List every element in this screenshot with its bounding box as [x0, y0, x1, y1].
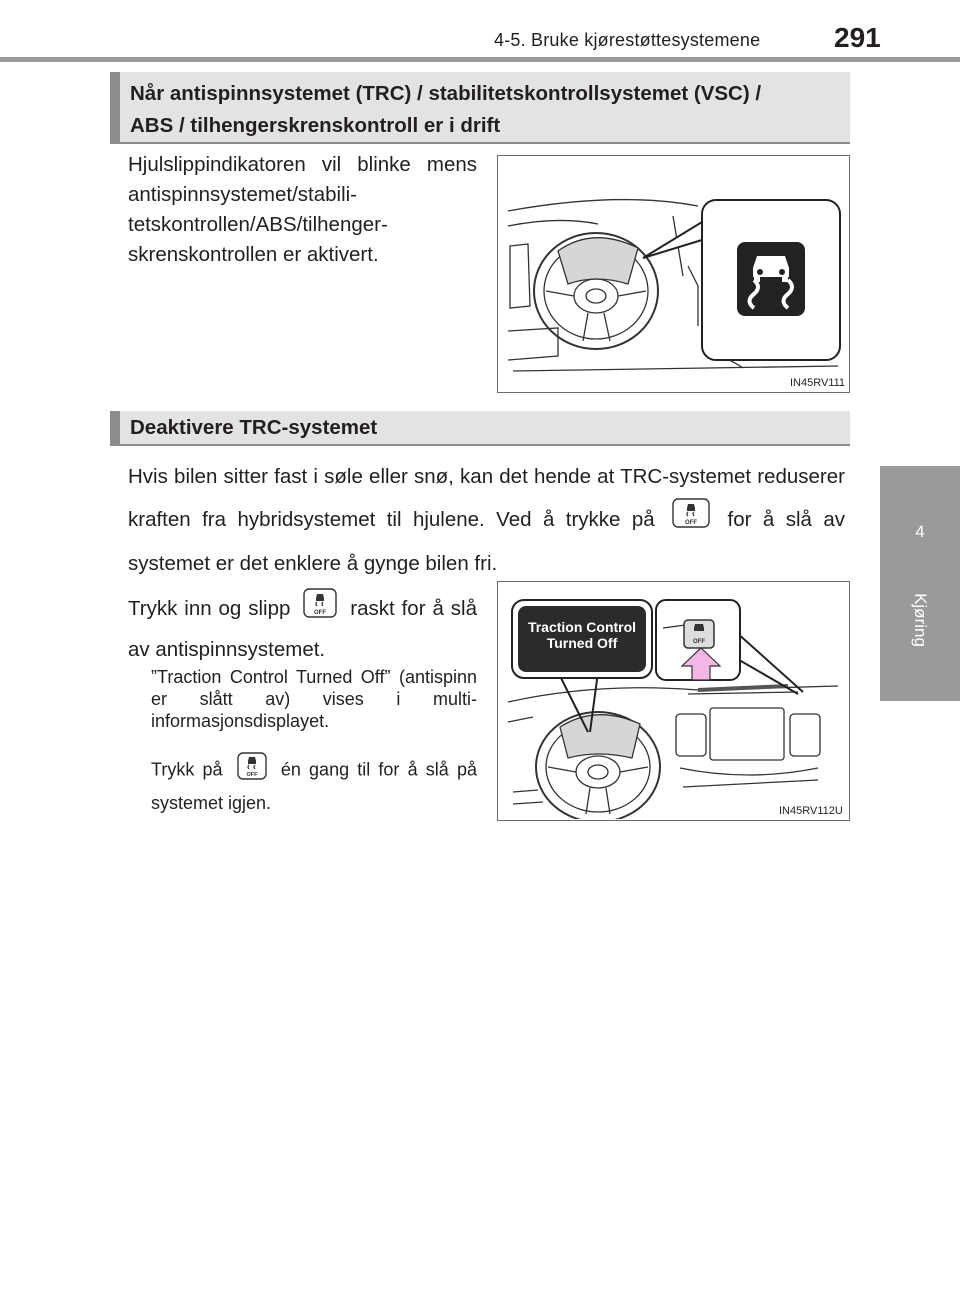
- figure-code: IN45RV112U: [779, 805, 843, 817]
- slip-indicator-icon: [737, 242, 805, 316]
- button-off-label: OFF: [246, 772, 258, 778]
- trc-off-button-icon: [237, 752, 267, 789]
- display-text-line-1: Traction Control: [527, 619, 637, 635]
- figure-code: IN45RV111: [790, 377, 846, 389]
- chapter-tab-label: Kjøring: [911, 593, 930, 647]
- section-heading-deactivate-trc: [110, 411, 850, 446]
- trc-off-button-icon: [672, 498, 710, 543]
- note-traction-off-display: ”Traction Control Turned Off” (antispinn er slått av) vises i multi-informasjonsdisplayet.: [151, 667, 477, 731]
- section-heading-line-2: ABS / tilhengerskrenskontroll er i drift: [130, 114, 501, 137]
- deactivate-paragraph-part-1: Hvis bilen sitter fast i søle eller snø, kan det hende at TRC-systemet reduserer kraften fra hybridsystemet til hjulene. Ved å trykke på: [128, 465, 845, 531]
- header-section-title: 4-5. Bruke kjørestøttesystemene: [494, 30, 761, 50]
- button-off-label: OFF: [693, 639, 705, 645]
- step-text-part-1: Trykk inn og slipp: [128, 596, 291, 620]
- figure-dashboard-trc-off: [497, 581, 850, 821]
- chapter-tab: [880, 466, 960, 701]
- dashboard-trc-off-illustration: [498, 582, 848, 819]
- step-press-release: [128, 588, 477, 669]
- section-heading-line-1: Når antispinnsystemet (TRC) / stabilitetskontrollsystemet (VSC) /: [130, 82, 762, 105]
- trc-off-button-icon: [303, 588, 337, 631]
- header-rule: [0, 57, 960, 62]
- page-number: 291: [834, 22, 881, 53]
- deactivate-paragraph: [128, 456, 845, 585]
- note-text-part-1: Trykk på: [151, 759, 223, 780]
- button-off-label: OFF: [314, 610, 327, 616]
- section-heading-traction-active: [110, 72, 850, 144]
- section-heading-text: Deaktivere TRC-systemet: [130, 416, 378, 439]
- button-off-label: OFF: [685, 520, 698, 526]
- trc-off-button-icon: [684, 620, 714, 648]
- slip-indicator-paragraph: Hjulslippindikatoren vil blinke mens antispinnsystemet/stabili-tetskontrollen/ABS/tilhenger-skrenskontrollen er aktivert.: [128, 153, 477, 266]
- step-text-part-2: raskt for å slå av antispinnsystemet.: [128, 596, 477, 661]
- note-press-again: [151, 752, 477, 818]
- display-text-line-2: Turned Off: [546, 635, 618, 651]
- figure-dashboard-slip-indicator: [497, 155, 850, 393]
- dashboard-illustration: [498, 156, 848, 391]
- deactivate-paragraph-part-2: for å slå av systemet er det enklere å gynge bilen fri.: [128, 507, 845, 575]
- note-text-part-2: én gang til for å slå på systemet igjen.: [151, 759, 477, 813]
- chapter-tab-number: 4: [915, 522, 925, 541]
